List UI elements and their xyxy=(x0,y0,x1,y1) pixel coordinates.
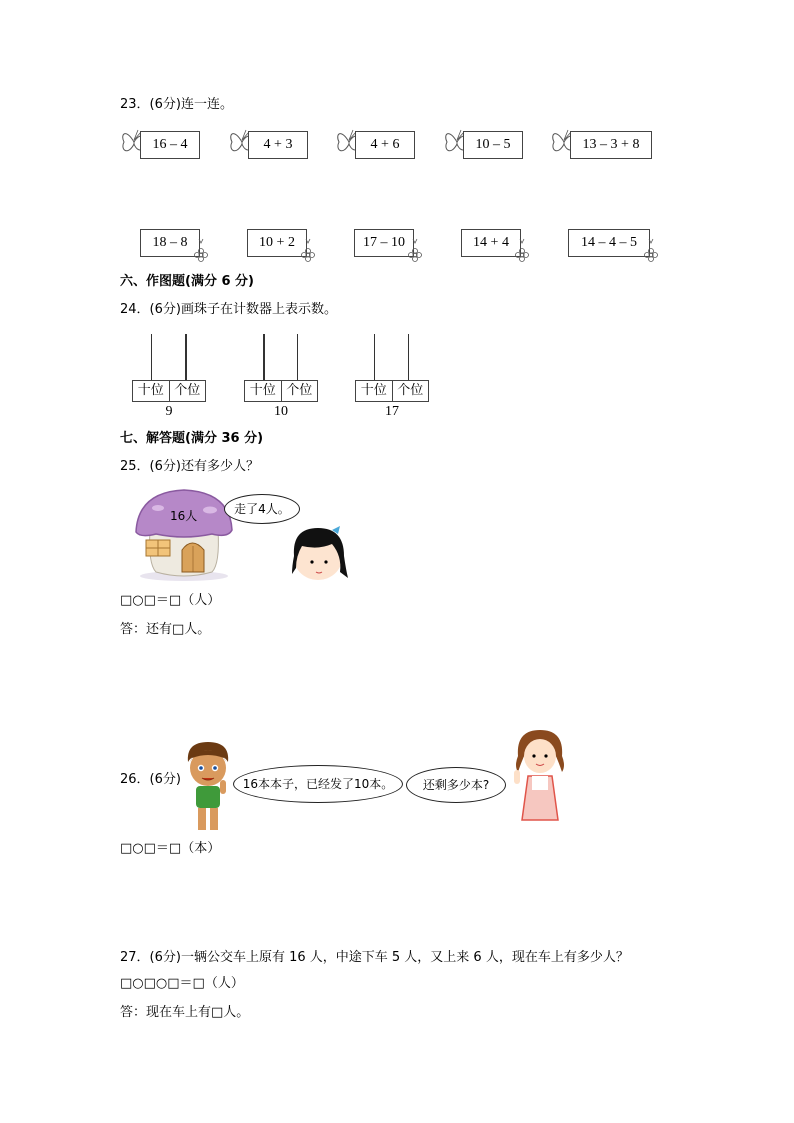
ones-rod[interactable] xyxy=(185,334,187,380)
q24-title: 24．(6分)画珠子在计数器上表示数。 xyxy=(120,302,337,317)
q27-equation[interactable]: □○□○□＝□（人） xyxy=(120,976,244,991)
top-expr-box[interactable]: 4 + 6 xyxy=(355,131,415,159)
abacus-counter xyxy=(355,334,429,424)
target-number: 10 xyxy=(274,404,288,419)
tens-label: 十位 xyxy=(137,383,164,398)
section-heading: 六、作图题(满分 6 分) xyxy=(120,274,254,289)
tens-label: 十位 xyxy=(249,383,276,398)
flower-icon xyxy=(514,237,530,263)
ones-label: 个位 xyxy=(169,381,206,401)
q23-title: 23．(6分)连一连。 xyxy=(120,97,233,112)
house-label: 16人 xyxy=(170,509,198,523)
q25-answer[interactable]: 答：还有□人。 xyxy=(120,622,211,637)
place-labels xyxy=(355,380,429,402)
bottom-expr-box[interactable]: 17 – 10 xyxy=(354,229,414,257)
abacus-counter xyxy=(132,334,206,424)
top-expr-box[interactable]: 10 – 5 xyxy=(463,131,523,159)
q26-equation[interactable]: □○□＝□（本） xyxy=(120,841,221,856)
top-expr-box[interactable]: 4 + 3 xyxy=(248,131,308,159)
section-heading: 七、解答题(满分 36 分) xyxy=(120,431,264,446)
q25-title: 25．(6分)还有多少人？ xyxy=(120,459,259,474)
q25-illustration xyxy=(120,486,366,586)
speech-bubble: 16本本子，已经发了10本。 xyxy=(233,765,403,803)
bottom-expr-box[interactable]: 10 + 2 xyxy=(247,229,307,257)
q27-answer[interactable]: 答：现在车上有□人。 xyxy=(120,1005,250,1020)
ones-label: 个位 xyxy=(281,381,318,401)
place-labels xyxy=(244,380,318,402)
girl-icon xyxy=(510,726,570,822)
flower-icon xyxy=(193,237,209,263)
tens-rod[interactable] xyxy=(151,334,152,380)
target-number: 9 xyxy=(165,404,173,419)
q26-title: 26．(6分) xyxy=(120,772,181,787)
speech-bubble: 还剩多少本? xyxy=(406,767,506,803)
top-expr-box[interactable]: 13 – 3 + 8 xyxy=(570,131,652,159)
bottom-expr-box[interactable]: 14 + 4 xyxy=(461,229,521,257)
flower-icon xyxy=(300,237,316,263)
bottom-expr-box[interactable]: 14 – 4 – 5 xyxy=(568,229,650,257)
tens-rod[interactable] xyxy=(374,334,375,380)
girl-face-icon xyxy=(288,520,352,584)
ones-label: 个位 xyxy=(392,381,429,401)
speech-bubble: 走了4人。 xyxy=(224,494,300,524)
boy-icon xyxy=(184,740,232,832)
ones-rod[interactable] xyxy=(297,334,298,380)
target-number: 17 xyxy=(385,404,399,419)
ones-rod[interactable] xyxy=(408,334,409,380)
flower-icon xyxy=(407,237,423,263)
bottom-expr-box[interactable]: 18 – 8 xyxy=(140,229,200,257)
mushroom-house-icon xyxy=(132,488,242,582)
place-labels xyxy=(132,380,206,402)
tens-label: 十位 xyxy=(360,383,387,398)
tens-rod[interactable] xyxy=(263,334,265,380)
q27-title: 27．(6分)一辆公交车上原有 16 人，中途下车 5 人，又上来 6 人，现在车上有多少人？ xyxy=(120,950,629,965)
flower-icon xyxy=(643,237,659,263)
top-expr-box[interactable]: 16 – 4 xyxy=(140,131,200,159)
q25-equation[interactable]: □○□＝□（人） xyxy=(120,593,221,608)
abacus-counter xyxy=(244,334,318,424)
